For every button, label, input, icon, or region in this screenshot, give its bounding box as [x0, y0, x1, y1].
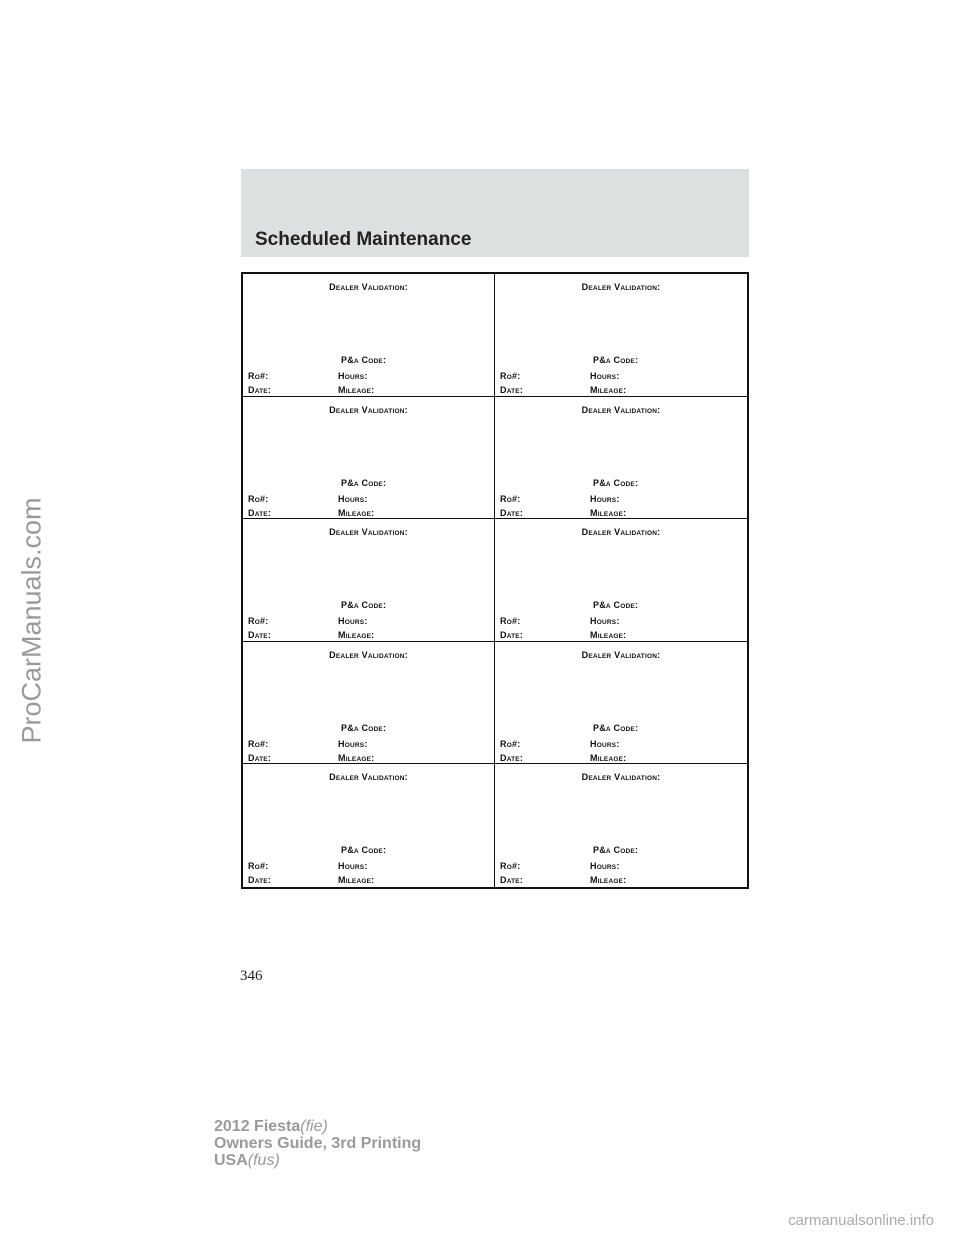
dealer-validation-grid: [241, 272, 749, 889]
dealer-validation-label: DEALER VALIDATION:: [581, 649, 661, 660]
validation-box: [495, 642, 747, 765]
footer: [214, 1118, 421, 1169]
pa-code-label: P&A CODE:: [593, 600, 639, 611]
pa-code-label: P&A CODE:: [341, 477, 387, 488]
page-number: 346: [240, 968, 263, 984]
pa-code-label: P&A CODE:: [593, 477, 639, 488]
validation-box: [495, 764, 747, 887]
mileage-label: MILEAGE:: [338, 385, 375, 395]
hours-label: HOURS:: [590, 616, 620, 627]
ro-number-label: RO#:: [248, 861, 269, 872]
dealer-validation-label: DEALER VALIDATION:: [581, 527, 661, 538]
hours-label: HOURS:: [590, 738, 620, 749]
pa-code-label: P&A CODE:: [593, 722, 639, 733]
ro-number-label: RO#:: [500, 493, 521, 504]
date-label: DATE:: [500, 630, 524, 641]
site-brand: carmanualsonline.info: [788, 1212, 934, 1229]
hours-label: HOURS:: [338, 616, 368, 627]
pa-code-label: P&A CODE:: [593, 355, 639, 365]
hours-label: HOURS:: [338, 493, 368, 504]
dealer-validation-label: DEALER VALIDATION:: [581, 282, 661, 292]
date-label: DATE:: [248, 507, 272, 518]
mileage-label: MILEAGE:: [338, 752, 375, 763]
hours-label: HOURS:: [338, 371, 368, 381]
date-label: DATE:: [248, 630, 272, 641]
ro-number-label: RO#:: [500, 616, 521, 627]
mileage-label: MILEAGE:: [590, 507, 627, 518]
footer-line-1: 2012 Fiesta(fie): [214, 1118, 328, 1135]
validation-box: [495, 397, 747, 520]
dealer-validation-label: DEALER VALIDATION:: [581, 772, 661, 783]
mileage-label: MILEAGE:: [338, 875, 375, 886]
validation-box: [243, 519, 495, 642]
dealer-validation-label: DEALER VALIDATION:: [329, 282, 408, 292]
mileage-label: MILEAGE:: [590, 752, 627, 763]
date-label: DATE:: [500, 875, 524, 886]
mileage-label: MILEAGE:: [338, 630, 375, 641]
ro-number-label: RO#:: [248, 738, 269, 749]
date-label: DATE:: [500, 385, 524, 395]
validation-box: [243, 642, 495, 765]
watermark-text: ProCarManuals.com: [16, 496, 47, 744]
validation-box: [495, 274, 747, 397]
footer-line-3: USA(fus): [214, 1152, 280, 1169]
validation-box: [243, 274, 495, 397]
ro-number-label: RO#:: [248, 616, 269, 627]
mileage-label: MILEAGE:: [590, 385, 627, 395]
ro-number-label: RO#:: [500, 738, 521, 749]
pa-code-label: P&A CODE:: [341, 845, 387, 856]
pa-code-label: P&A CODE:: [341, 355, 387, 365]
dealer-validation-label: DEALER VALIDATION:: [329, 772, 408, 783]
hours-label: HOURS:: [590, 861, 620, 872]
hours-label: HOURS:: [338, 738, 368, 749]
validation-box: [495, 519, 747, 642]
ro-number-label: RO#:: [248, 493, 269, 504]
validation-box: [243, 764, 495, 887]
mileage-label: MILEAGE:: [590, 875, 627, 886]
dealer-validation-label: DEALER VALIDATION:: [581, 404, 661, 415]
ro-number-label: RO#:: [500, 861, 521, 872]
dealer-validation-label: DEALER VALIDATION:: [329, 404, 408, 415]
page-title: Scheduled Maintenance: [255, 229, 472, 250]
section-header: [241, 169, 749, 257]
pa-code-label: P&A CODE:: [341, 722, 387, 733]
date-label: DATE:: [500, 752, 524, 763]
pa-code-label: P&A CODE:: [341, 600, 387, 611]
date-label: DATE:: [248, 875, 272, 886]
ro-number-label: RO#:: [500, 371, 521, 381]
hours-label: HOURS:: [338, 861, 368, 872]
dealer-validation-label: DEALER VALIDATION:: [329, 527, 408, 538]
hours-label: HOURS:: [590, 493, 620, 504]
ro-number-label: RO#:: [248, 371, 269, 381]
hours-label: HOURS:: [590, 371, 620, 381]
mileage-label: MILEAGE:: [590, 630, 627, 641]
validation-box: [243, 397, 495, 520]
date-label: DATE:: [248, 385, 272, 395]
watermark: [10, 330, 54, 910]
mileage-label: MILEAGE:: [338, 507, 375, 518]
dealer-validation-label: DEALER VALIDATION:: [329, 649, 408, 660]
footer-line-2: Owners Guide, 3rd Printing: [214, 1135, 422, 1152]
date-label: DATE:: [500, 507, 524, 518]
pa-code-label: P&A CODE:: [593, 845, 639, 856]
date-label: DATE:: [248, 752, 272, 763]
